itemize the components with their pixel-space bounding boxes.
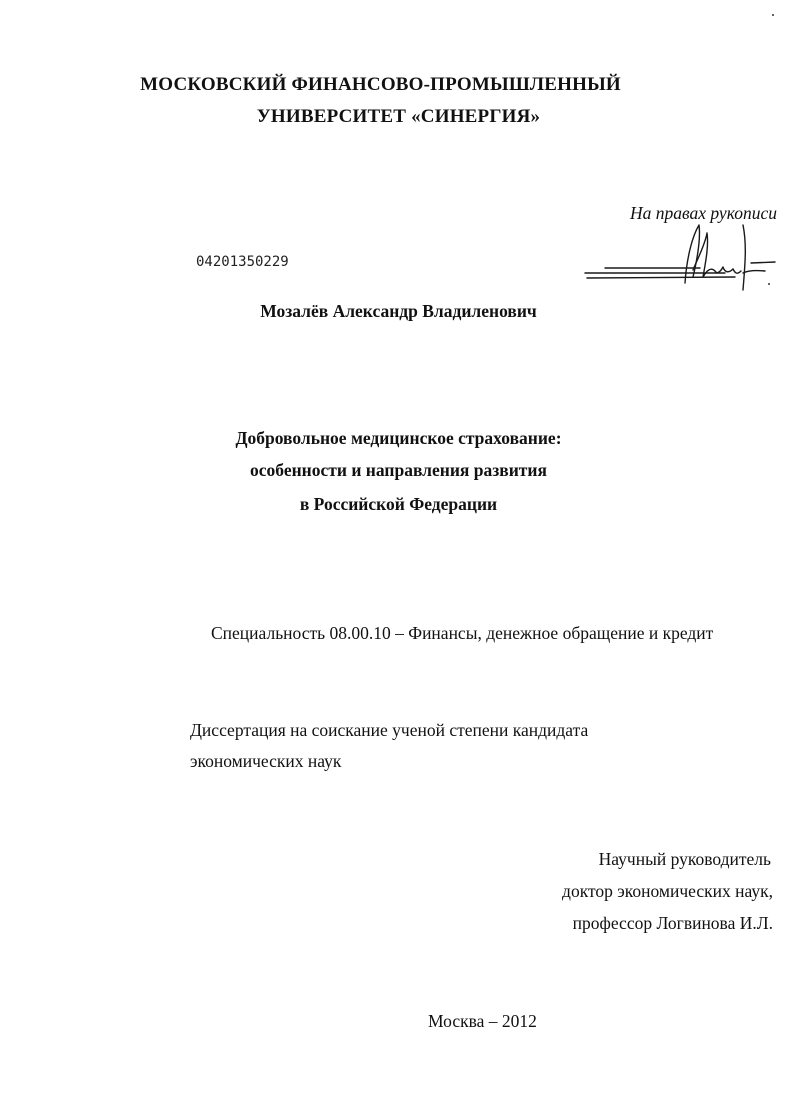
thesis-title-line3: в Российской Федерации (299, 494, 498, 514)
registration-number: 04201350229 (196, 254, 289, 270)
thesis-title-line1: Добровольное медицинское страхование: (235, 428, 562, 448)
scan-speck (772, 14, 774, 16)
author-name: Мозалёв Александр Владиленович (260, 301, 537, 321)
university-name-line1: МОСКОВСКИЙ ФИНАНСОВО-ПРОМЫШЛЕННЫЙ (140, 74, 621, 95)
supervisor-name: профессор Логвинова И.Л. (572, 913, 773, 933)
supervisor-degree: доктор экономических наук, (562, 881, 773, 901)
university-name-line2: УНИВЕРСИТЕТ «СИНЕРГИЯ» (256, 106, 541, 127)
manuscript-note: На правах рукописи (630, 203, 777, 223)
dissertation-degree-line1: Диссертация на соискание ученой степени кандидата (190, 720, 589, 740)
place-and-year: Москва – 2012 (428, 1011, 537, 1031)
thesis-title-line2: особенности и направления развития (250, 460, 547, 480)
dissertation-degree-line2: экономических наук (190, 751, 342, 771)
signature-icon (575, 215, 785, 295)
scan-speck (768, 283, 770, 285)
supervisor-role: Научный руководитель (598, 849, 771, 869)
specialty-line: Специальность 08.00.10 – Финансы, денежное обращение и кредит (211, 623, 714, 643)
